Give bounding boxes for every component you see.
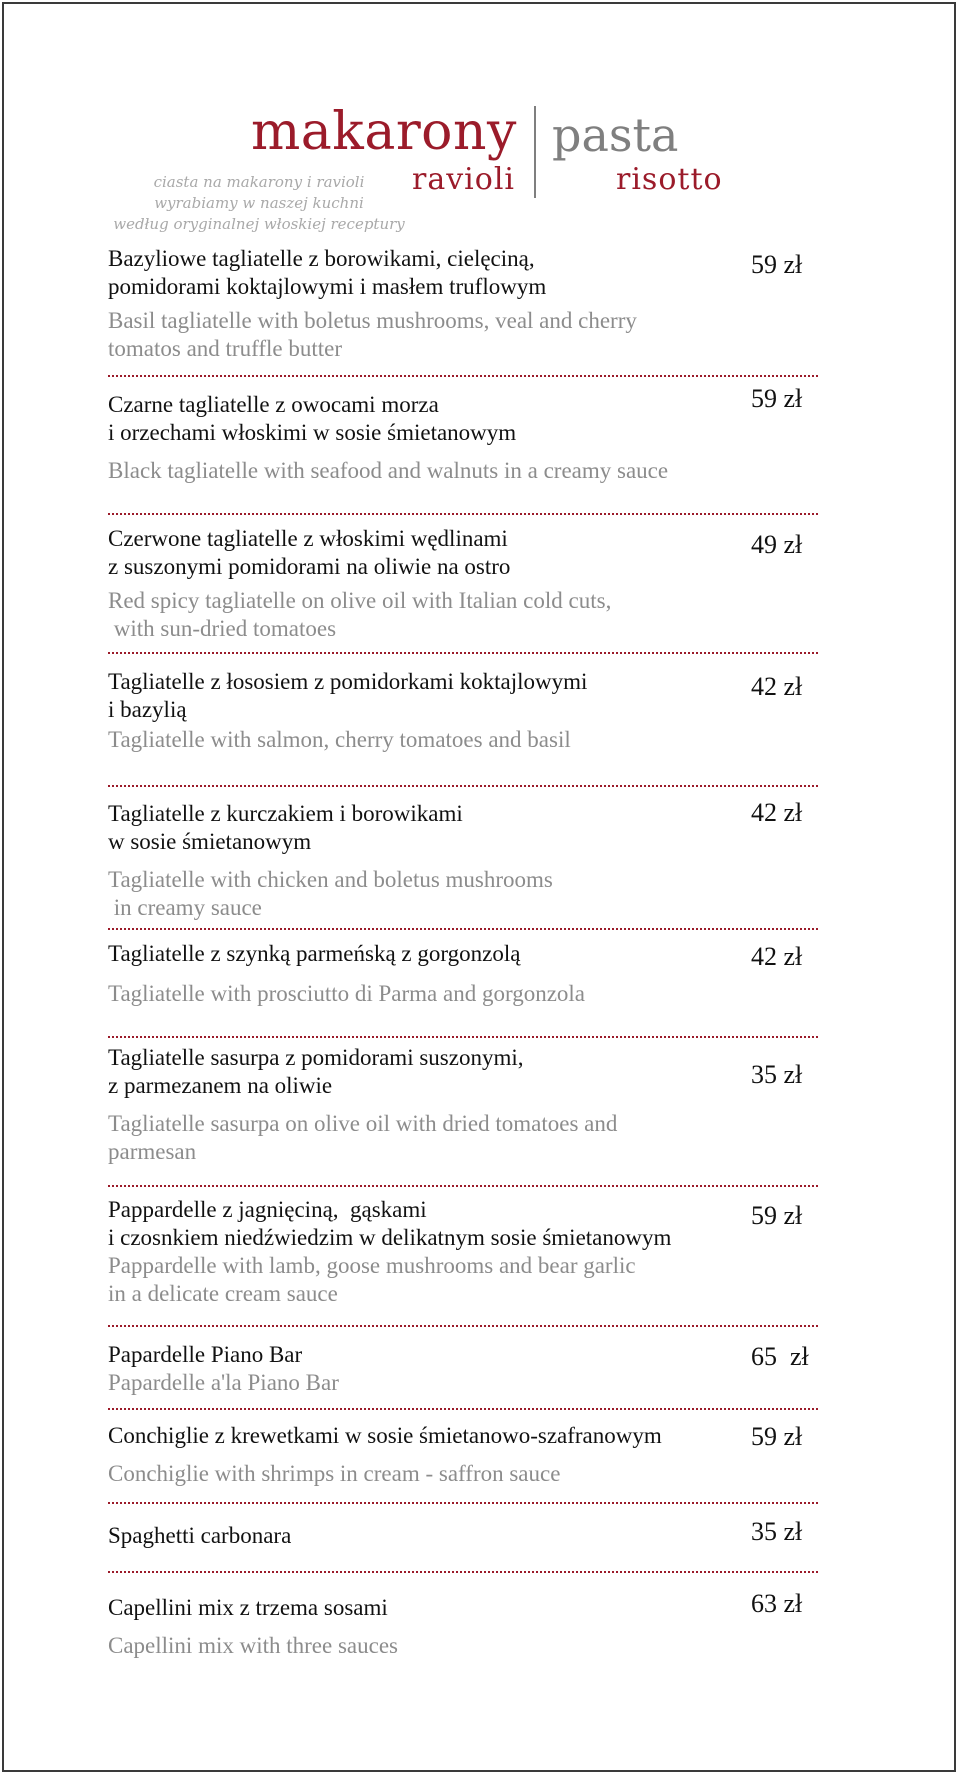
dish-name-en: Pappardelle with lamb, goose mushrooms and bear garlic xyxy=(108,1253,636,1278)
dish-name-pl: i czosnkiem niedźwiedzim w delikatnym sosie śmietanowym xyxy=(108,1225,672,1250)
dotted-divider xyxy=(108,928,818,930)
dish-name-pl: z parmezanem na oliwie xyxy=(108,1073,333,1098)
menu-page xyxy=(2,2,956,1772)
section-title-risotto: risotto xyxy=(616,162,723,197)
dish-price: 49 zł xyxy=(751,530,803,559)
dotted-divider xyxy=(108,513,818,515)
menu-item xyxy=(108,245,828,363)
dish-name-en: Tagliatelle with salmon, cherry tomatoes and basil xyxy=(108,727,571,752)
tagline-line: ciasta na makarony i ravioli xyxy=(153,173,365,191)
dish-price: 59 zł xyxy=(751,1422,803,1451)
dish-name-en: tomatos and truffle butter xyxy=(108,336,342,361)
dish-name-pl: Papardelle Piano Bar xyxy=(108,1342,303,1367)
dish-name-en: Tagliatelle with chicken and boletus mushrooms xyxy=(108,867,553,892)
dish-name-en: Red spicy tagliatelle on olive oil with Italian cold cuts, xyxy=(108,588,612,613)
dish-name-pl: z suszonymi pomidorami na oliwie na ostro xyxy=(108,554,511,579)
menu-item xyxy=(108,1044,828,1166)
dish-price: 65 zł xyxy=(751,1342,809,1371)
dish-name-en: with sun-dried tomatoes xyxy=(108,616,337,641)
dish-name-en: Conchiglie with shrimps in cream - saffron sauce xyxy=(108,1461,561,1486)
dish-name-en: parmesan xyxy=(108,1139,197,1164)
dish-name-pl: Czarne tagliatelle z owocami morza xyxy=(108,392,439,417)
dotted-divider xyxy=(108,1408,818,1410)
dish-name-en: Capellini mix with three sauces xyxy=(108,1633,398,1658)
menu-item xyxy=(108,668,828,754)
dish-name-pl: Bazyliowe tagliatelle z borowikami, cielęciną, xyxy=(108,246,535,271)
dish-name-pl: Tagliatelle z szynką parmeńską z gorgonzolą xyxy=(108,941,521,966)
dish-name-pl: Tagliatelle z łososiem z pomidorkami koktajlowymi xyxy=(108,669,588,694)
dotted-divider xyxy=(108,652,818,654)
menu-item xyxy=(108,1196,828,1308)
dish-price: 42 zł xyxy=(751,942,803,971)
dish-name-pl: Czerwone tagliatelle z włoskimi wędlinami xyxy=(108,526,508,551)
dish-name-pl: Tagliatelle sasurpa z pomidorami suszonymi, xyxy=(108,1045,524,1070)
dish-name-pl: Pappardelle z jagnięciną, gąskami xyxy=(108,1197,427,1222)
dotted-divider xyxy=(108,1185,818,1187)
dish-name-en: Papardelle a'la Piano Bar xyxy=(108,1370,339,1395)
dish-name-pl: pomidorami koktajlowymi i masłem truflowym xyxy=(108,274,547,299)
dish-name-en: in creamy sauce xyxy=(108,895,262,920)
dish-name-pl: i orzechami włoskimi w sosie śmietanowym xyxy=(108,420,517,445)
dish-name-en: Basil tagliatelle with boletus mushrooms, veal and cherry xyxy=(108,308,637,333)
menu-item xyxy=(108,1522,828,1550)
dotted-divider xyxy=(108,375,818,377)
dish-price: 59 zł xyxy=(751,250,803,279)
section-title-makarony: makarony xyxy=(251,102,517,162)
dish-name-pl: Capellini mix z trzema sosami xyxy=(108,1595,388,1620)
dotted-divider xyxy=(108,1325,818,1327)
title-divider xyxy=(534,106,536,198)
tagline-line: wyrabiamy w naszej kuchni xyxy=(154,194,364,212)
dish-price: 42 zł xyxy=(751,798,803,827)
dotted-divider xyxy=(108,1571,818,1573)
dish-name-en: Tagliatelle sasurpa on olive oil with dried tomatoes and xyxy=(108,1111,618,1136)
dotted-divider xyxy=(108,1502,818,1504)
menu-item xyxy=(108,391,828,485)
section-title-pasta: pasta xyxy=(552,108,679,162)
menu-item xyxy=(108,1422,828,1488)
dish-name-pl: w sosie śmietanowym xyxy=(108,829,312,854)
dish-name-pl: i bazylią xyxy=(108,697,187,722)
section-title-ravioli: ravioli xyxy=(412,162,516,197)
dish-price: 42 zł xyxy=(751,672,803,701)
dish-name-en: in a delicate cream sauce xyxy=(108,1281,338,1306)
dish-price: 59 zł xyxy=(751,384,803,413)
dish-price: 63 zł xyxy=(751,1589,803,1618)
menu-item xyxy=(108,1594,828,1660)
tagline-line: według oryginalnej włoskiej receptury xyxy=(113,215,405,233)
dish-name-pl: Spaghetti carbonara xyxy=(108,1523,292,1548)
dish-price: 59 zł xyxy=(751,1201,803,1230)
menu-item xyxy=(108,1341,828,1397)
dotted-divider xyxy=(108,785,818,787)
dish-price: 35 zł xyxy=(751,1060,803,1089)
dish-name-en: Black tagliatelle with seafood and walnuts in a creamy sauce xyxy=(108,458,669,483)
dish-name-pl: Tagliatelle z kurczakiem i borowikami xyxy=(108,801,463,826)
dish-name-en: Tagliatelle with prosciutto di Parma and gorgonzola xyxy=(108,981,586,1006)
dish-name-pl: Conchiglie z krewetkami w sosie śmietanowo-szafranowym xyxy=(108,1423,662,1448)
menu-item xyxy=(108,525,828,643)
menu-item xyxy=(108,800,828,922)
dish-price: 35 zł xyxy=(751,1517,803,1546)
tagline xyxy=(104,172,414,235)
menu-item xyxy=(108,940,828,1008)
dotted-divider xyxy=(108,1036,818,1038)
